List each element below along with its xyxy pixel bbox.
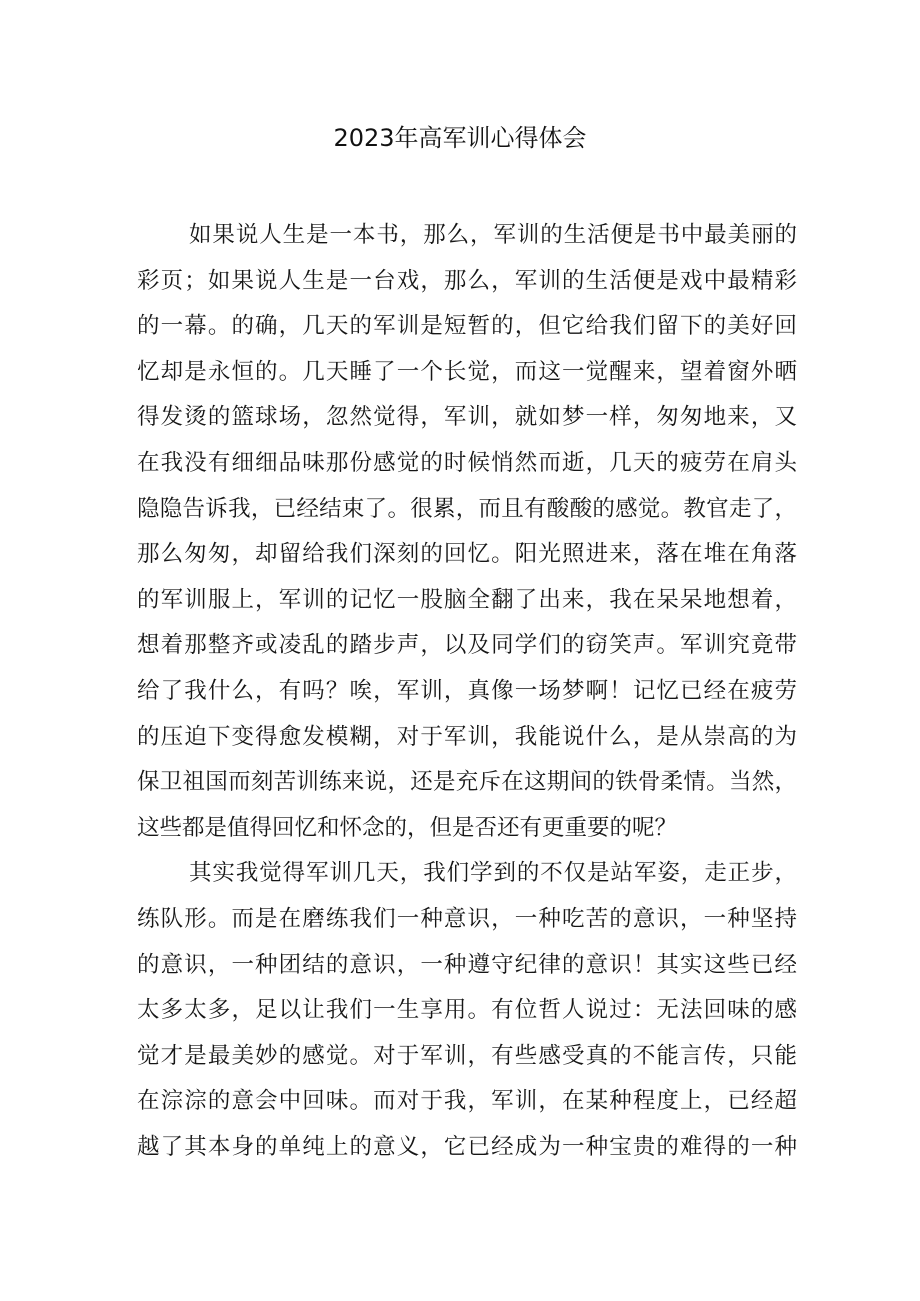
body-text-line: 越了其本身的单纯上的意义，它已经成为一种宝贵的难得的一种 [137, 1133, 797, 1160]
document-body [137, 213, 797, 1170]
body-text-line: 得发烫的篮球场，忽然觉得，军训，就如梦一样，匆匆地来，又 [137, 404, 797, 431]
body-text-line: 隐隐告诉我，已经结束了。很累，而且有酸酸的感觉。教官走了， [137, 495, 797, 522]
body-text-line: 想着那整齐或凌乱的踏步声，以及同学们的窃笑声。军训究竟带 [137, 632, 797, 659]
body-text-line: 如果说人生是一本书，那么，军训的生活便是书中最美丽的 [189, 222, 797, 248]
body-text-line: 的意识，一种团结的意识，一种遵守纪律的意识！其实这些已经 [137, 951, 797, 978]
body-text-line: 给了我什么，有吗？唉，军训，真像一场梦啊！记忆已经在疲劳 [137, 677, 797, 704]
body-text-line: 练队形。而是在磨练我们一种意识，一种吃苦的意识，一种坚持 [137, 905, 797, 932]
body-text-line: 彩页；如果说人生是一台戏，那么，军训的生活便是戏中最精彩 [137, 267, 797, 294]
body-text-line: 觉才是最美妙的感觉。对于军训，有些感受真的不能言传，只能 [137, 1042, 797, 1069]
body-text-line: 保卫祖国而刻苦训练来说，还是充斥在这期间的铁骨柔情。当然， [137, 769, 797, 796]
document-title: 2023年高军训心得体会 [333, 124, 587, 152]
body-text-line: 其实我觉得军训几天，我们学到的不仅是站军姿，走正步， [189, 860, 797, 887]
body-text-line: 的压迫下变得愈发模糊，对于军训，我能说什么，是从崇高的为 [137, 723, 797, 750]
body-text-line: 忆却是永恒的。几天睡了一个长觉，而这一觉醒来，望着窗外晒 [137, 358, 797, 385]
body-text-line: 的一幕。的确，几天的军训是短暂的，但它给我们留下的美好回 [137, 313, 797, 340]
body-text-line: 的军训服上，军训的记忆一股脑全翻了出来，我在呆呆地想着， [137, 586, 797, 613]
body-text-line: 那么匆匆，却留给我们深刻的回忆。阳光照进来，落在堆在角落 [137, 541, 797, 568]
body-text-line: 在淙淙的意会中回味。而对于我，军训，在某种程度上，已经超 [137, 1088, 797, 1115]
body-text-line: 这些都是值得回忆和怀念的，但是否还有更重要的呢？ [137, 814, 678, 841]
body-text-line: 太多太多，足以让我们一生享用。有位哲人说过：无法回味的感 [137, 997, 797, 1024]
body-text-line: 在我没有细细品味那份感觉的时候悄然而逝，几天的疲劳在肩头 [137, 449, 797, 476]
